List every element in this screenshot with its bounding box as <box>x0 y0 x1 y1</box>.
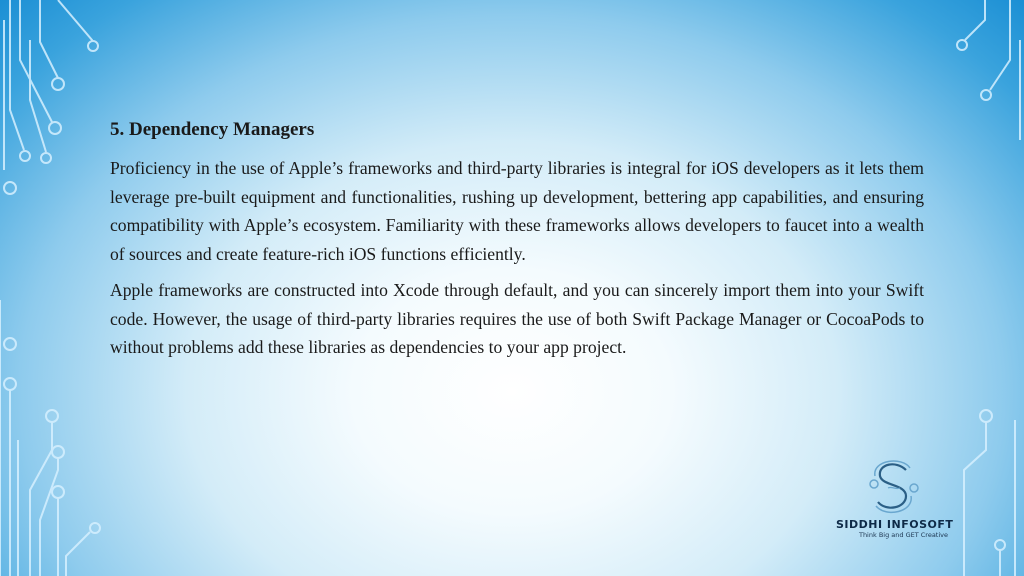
logo-s-emblem-icon <box>866 458 922 516</box>
slide-content <box>110 116 924 370</box>
paragraph-frameworks: Proficiency in the use of Apple’s frameworks and third-party libraries is integral for iOS developers as it lets them leverage pre-built equipment and functionalities, rushing up development, bettering app capabilities, and ensuring compatibility with Apple’s ecosystem. Familiarity with these frameworks allows developers to faucet into a wealth of sources and create feature-rich iOS functions efficiently. <box>110 158 924 264</box>
section-heading: 5. Dependency Managers <box>110 119 315 140</box>
paragraph-dependencies: Apple frameworks are constructed into Xcode through default, and you can sincerely import them into your Swift code. However, the usage of third-party libraries requires the use of both Swift Package Manager or CocoaPods to without problems add these libraries as dependencies to your app project. <box>110 280 924 357</box>
logo-tagline: Think Big and GET Creative <box>858 531 948 539</box>
logo-name: SIDDHI INFOSOFT <box>836 518 954 531</box>
company-logo <box>836 458 952 550</box>
